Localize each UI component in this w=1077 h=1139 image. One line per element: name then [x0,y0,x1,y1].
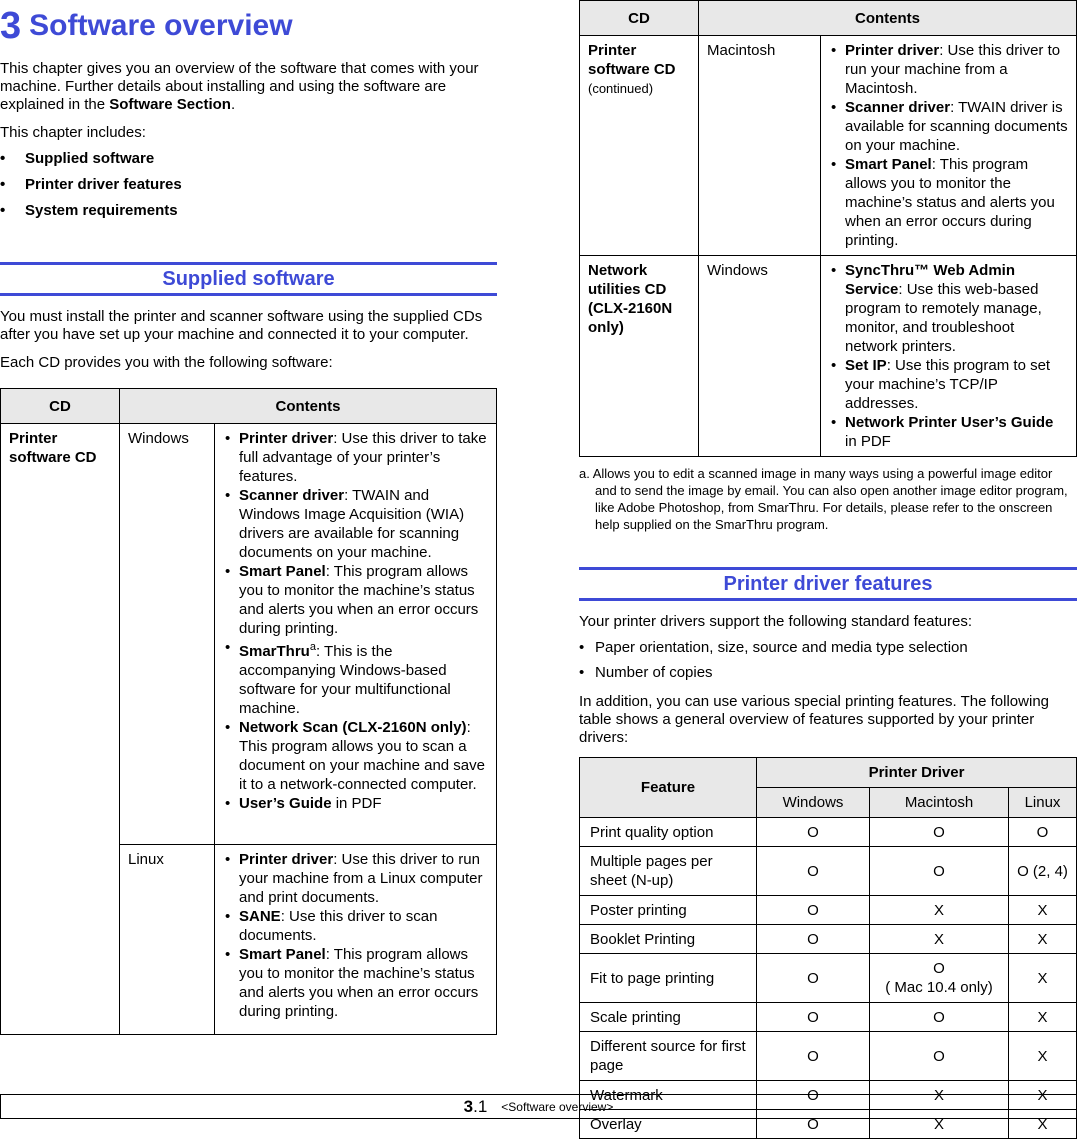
column-header: Linux [1009,788,1077,818]
column-header: Contents [120,389,497,424]
table-row: Booklet Printing O X X [580,925,1077,954]
table-row: Poster printing O X X [580,896,1077,925]
right-column [579,0,1077,1139]
contents-cell [821,36,1077,256]
list-item[interactable]: • Printer driver features [0,176,497,202]
list-item[interactable]: • System requirements [0,202,497,228]
list-item: • SmarThru$^a$: This is the accompanying Windows-based software for your multifunctional machine. [223,638,488,718]
section-heading-driver: Printer driver features [579,567,1077,601]
os-name: Windows [120,424,215,845]
chapter-number: 3 [0,4,22,47]
cd-name: Printer software CD [1,424,120,1035]
standard-features-list [579,639,1077,689]
column-header: Macintosh [870,788,1009,818]
list-item: • SANE: Use this driver to scan documents. [223,907,488,945]
chapter-contents-list [0,150,497,228]
section-heading-supplied: Supplied software [0,262,497,296]
cd-table [0,388,497,1035]
includes-text: This chapter includes: [0,124,146,141]
driver-paragraph-2: In addition, you can use various special printing features. The following table shows a general overview of features supported by your printer drivers: [579,693,1050,746]
list-item: • Set IP: Use this program to set your machine’s TCP/IP addresses. [829,356,1068,413]
footer-section-name: <Software overview> [501,1099,614,1114]
list-item: • User’s Guide in PDF [223,794,488,813]
chapter-heading [0,4,497,48]
driver-paragraph: Your printer drivers support the following standard features: [579,613,972,630]
os-name: Linux [120,845,215,1035]
intro-paragraph: This chapter gives you an overview of the software that comes with your machine. Further details about installing and using the software are explained in the Software Section. [0,60,479,113]
list-item: • Network Printer User’s Guide in PDF [829,413,1068,451]
left-column [0,0,497,1035]
os-name: Windows [699,256,821,457]
list-item: • SyncThru™ Web Admin Service: Use this web-based program to remotely manage, monitor, and troubleshoot network printers. [829,261,1068,356]
table-row: Overlay O X X [580,1110,1077,1139]
column-header: Contents [699,1,1077,36]
column-header: Feature [580,758,757,818]
list-item: • Scanner driver: TWAIN and Windows Image Acquisition (WIA) drivers are available for scanning documents on your machine. [223,486,488,562]
table-row: Multiple pages per sheet (N-up) O O O (2, 4) [580,847,1077,896]
table-row: Scale printing O O X [580,1003,1077,1032]
list-item: • Number of copies [579,664,1077,689]
column-header: Printer Driver [757,758,1077,788]
cd-name: Printer software CD (continued) [580,36,699,256]
cd-table-continued [579,0,1077,457]
contents-cell [821,256,1077,457]
list-item: • Scanner driver: TWAIN driver is available for scanning documents on your machine. [829,98,1068,155]
cd-name: Network utilities CD (CLX-2160N only) [580,256,699,457]
list-item: • Network Scan (CLX-2160N only): This program allows you to scan a document on your machine and save it to a network-connected computer. [223,718,488,794]
contents-cell [215,845,497,1035]
list-item: • Printer driver: Use this driver to take full advantage of your printer’s features. [223,429,488,486]
column-header: CD [1,389,120,424]
list-item: • Smart Panel: This program allows you to monitor the machine’s status and alerts you when an error occurs during printing. [223,562,488,638]
list-item: • Paper orientation, size, source and media type selection [579,639,1077,664]
table-row: Watermark O X X [580,1081,1077,1110]
list-item[interactable]: • Supplied software [0,150,497,176]
column-header: CD [580,1,699,36]
list-item: • Printer driver: Use this driver to run your machine from a Macintosh. [829,41,1068,98]
footnote: a. Allows you to edit a scanned image in many ways using a powerful image editor and to send the image by email. You can also open another image editor program, like Adobe Photoshop, from SmarThru. For details, please refer to the onscreen help supplied on the SmarThru program. [579,466,1068,532]
contents-cell [215,424,497,845]
list-item: • Printer driver: Use this driver to run your machine from a Linux computer and print documents. [223,850,488,907]
page-footer [0,1094,1077,1119]
supplied-paragraph: You must install the printer and scanner software using the supplied CDs after you have set up your machine and connected it to your computer. [0,308,483,343]
chapter-title: Software overview [29,9,293,42]
table-row: Different source for first page O O X [580,1032,1077,1081]
table-row: Fit to page printing O O ( Mac 10.4 only) X [580,954,1077,1003]
feature-table [579,757,1077,1139]
list-item: • Smart Panel: This program allows you to monitor the machine’s status and alerts you when an error occurs during printing. [829,155,1068,250]
column-header: Windows [757,788,870,818]
supplied-paragraph-2: Each CD provides you with the following software: [0,354,333,371]
os-name: Macintosh [699,36,821,256]
page-number: 3.1 [463,1096,488,1116]
table-row: Print quality option O O O [580,818,1077,847]
list-item: • Smart Panel: This program allows you to monitor the machine’s status and alerts you when an error occurs during printing. [223,945,488,1021]
